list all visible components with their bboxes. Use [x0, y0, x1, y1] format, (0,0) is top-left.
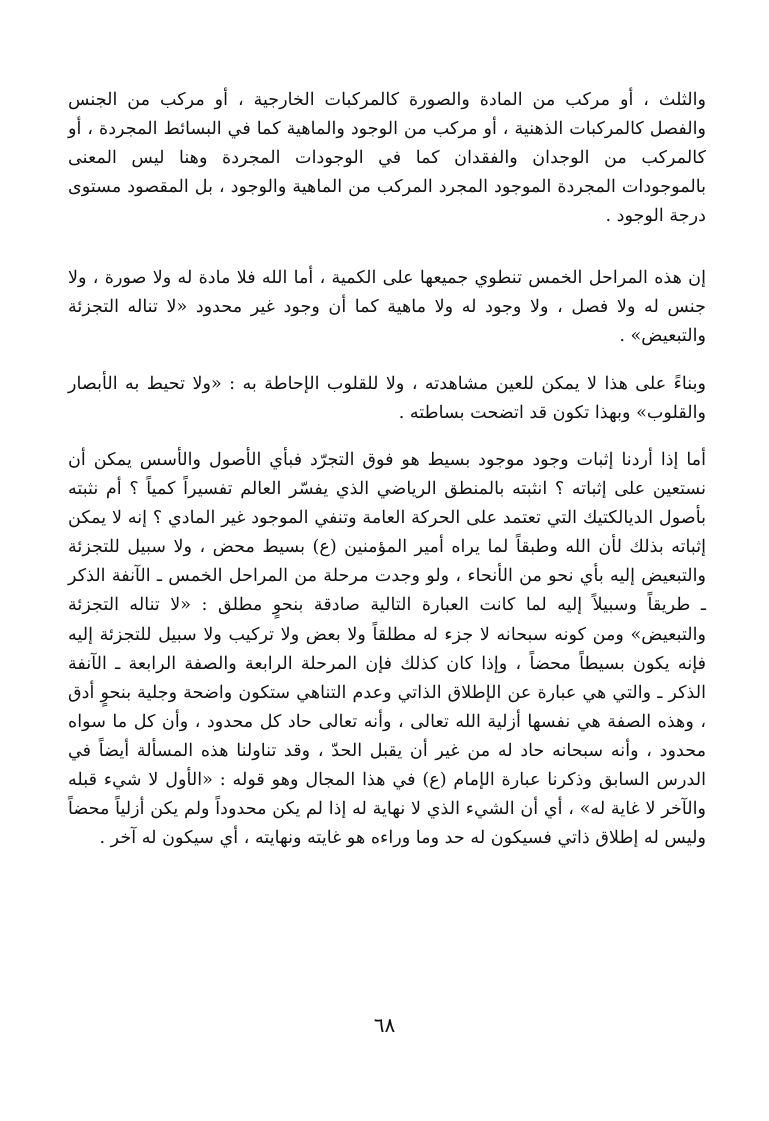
paragraph-3: وبناءً على هذا لا يمكن للعين مشاهدته ، ولا للقلوب الإحاطة به : «ولا تحيط به الأبصار والقلوب» وبهذا تكون قد اتضحت بساطته .	[68, 374, 706, 424]
paragraph-2: إن هذه المراحل الخمس تنطوي جميعها على الكمية ، أما الله فلا مادة له ولا صورة ، ولا جنس له ولا فصل ، ولا وجود له ولا ماهية كما أن وجود غير محدود «لا تناله التجزئة والتبعيض» .	[68, 268, 706, 347]
paragraph-1: والثلث ، أو مركب من المادة والصورة كالمركبات الخارجية ، أو مركب من الجنس والفصل كالمركبات الذهنية ، أو مركب من الوجود والماهية كما في البسائط المجردة ، أو كالمركب من الوجدان والفقدان كما في الوجودات المجردة وهنا ليس المعنى بالموجودات المجردة الموجود المجرد المركب من الماهية والوجود ، بل المقصود مستوى درجة الوجود .	[68, 90, 706, 227]
paragraph-4: أما إذا أردنا إثبات وجود موجود بسيط هو فوق التجرّد فبأي الأصول والأسس يمكن أن نستعين على إثباته ؟ انثبته بالمنطق الرياضي الذي يفسّر العالم تفسيراً كمياً ؟ أم نثبته بأصول الديالكتيك التي تعتمد على الحركة العامة وتنفي الموجود غير المادي ؟ إنه لا يمكن إثباته بذلك لأن الله وطبقاً لما يراه أمير المؤمنين (ع) بسيط محض ، ولا سبيل للتجزئة والتبعيض إليه بأي نحو من الأنحاء ، ولو وجدت مرحلة من المراحل الخمس ـ الآنفة الذكر ـ طريقاً وسبيلاً إليه لما كانت العبارة التالية صادقة بنحوٍ مطلق : «لا تناله التجزئة والتبعيض» ومن كونه سبحانه لا جزء له مطلقاً ولا بعض ولا تركيب ولا سبيل للتجزئة إليه فإنه يكون بسيطاً محضاً ، وإذا كان كذلك فإن المرحلة الرابعة والصفة الرابعة ـ الآنفة الذكر ـ والتي هي عبارة عن الإطلاق الذاتي وعدم التناهي ستكون واضحة وجلية بنحوٍ أدق ، وهذه الصفة هي نفسها أزلية الله تعالى ، وأنه تعالى حاد كل محدود ، وأن كل ما سواه محدود ، وأنه سبحانه حاد له من غير أن يقبل الحدّ ، وقد تناولنا هذه المسألة أيضاً في الدرس السابق وذكرنا عبارة الإمام (ع) في هذا المجال وهو قوله : «الأول لا شيء قبله والآخر لا غاية له» ، أي أن الشيء الذي لا نهاية له إذا لم يكن محدوداً ولم يكن أزلياً محضاً وليس له إطلاق ذاتي فسيكون له حد وما وراءه هو غايته ونهايته ، أي سيكون له آخر .	[68, 450, 706, 849]
page-number: ٦٨	[373, 1013, 396, 1037]
